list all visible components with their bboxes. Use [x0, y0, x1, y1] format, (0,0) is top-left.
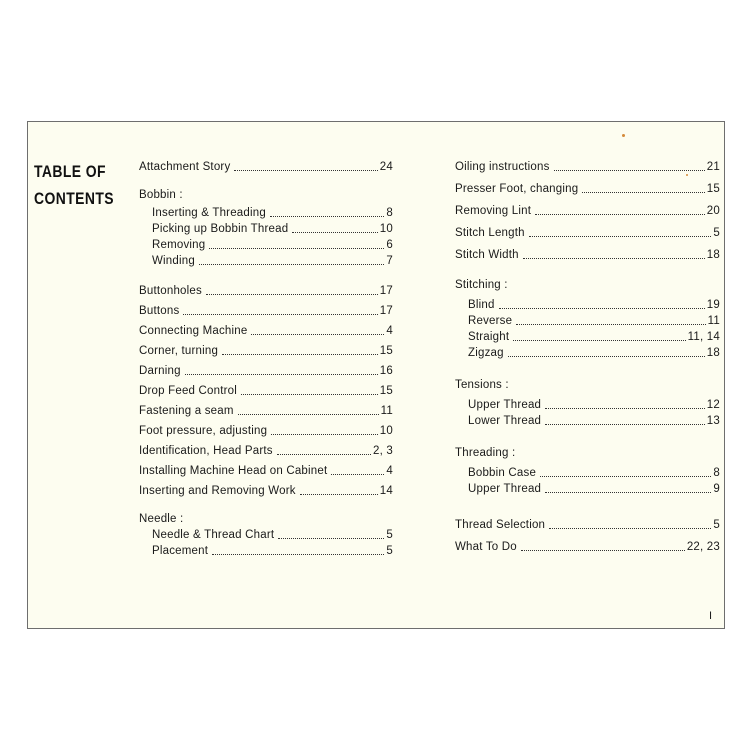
toc-entry[interactable]: [152, 204, 393, 220]
toc-entry-label: Inserting and Removing Work: [139, 485, 296, 497]
toc-entry[interactable]: [139, 302, 393, 318]
toc-entry[interactable]: [468, 412, 720, 428]
dot-leader: [271, 434, 378, 435]
toc-entry-label: Drop Feed Control: [139, 385, 237, 397]
toc-entry-page: 2, 3: [373, 445, 393, 457]
toc-entry[interactable]: [139, 442, 393, 458]
toc-entry[interactable]: [455, 202, 720, 218]
toc-entry-page: 15: [379, 385, 393, 397]
dot-leader: [277, 454, 371, 455]
toc-entry[interactable]: [139, 342, 393, 358]
dot-leader: [545, 492, 711, 493]
toc-entry[interactable]: [468, 480, 720, 496]
toc-entry-page: 4: [386, 465, 393, 477]
toc-entry-page: 6: [386, 239, 393, 251]
toc-entry-page: 14: [379, 485, 393, 497]
toc-entry[interactable]: [139, 422, 393, 438]
dot-leader: [251, 334, 384, 335]
dot-leader: [549, 528, 711, 529]
dot-leader: [521, 550, 685, 551]
toc-entry[interactable]: [468, 328, 720, 344]
toc-entry-label: Corner, turning: [139, 345, 219, 357]
toc-entry-label: Inserting & Threading: [152, 207, 266, 219]
dot-leader: [222, 354, 378, 355]
toc-entry-label: Thread Selection: [455, 519, 546, 531]
paper-speck: [622, 134, 625, 137]
dot-leader: [516, 324, 705, 325]
toc-entry-label: Placement: [152, 545, 209, 557]
paper-speck: [686, 174, 688, 176]
heading-line-1: TABLE OF: [34, 162, 106, 181]
toc-entry-page: 10: [379, 425, 393, 437]
toc-entry[interactable]: [455, 224, 720, 240]
section-group-title: Tensions :: [455, 379, 509, 391]
dot-leader: [523, 258, 705, 259]
dot-leader: [529, 236, 712, 237]
dot-leader: [582, 192, 704, 193]
toc-entry-page: 22, 23: [686, 541, 720, 553]
toc-entry[interactable]: [139, 282, 393, 298]
dot-leader: [499, 308, 705, 309]
toc-entry-page: 8: [386, 207, 393, 219]
toc-entry[interactable]: [455, 180, 720, 196]
toc-entry-label: Blind: [468, 299, 495, 311]
dot-leader: [241, 394, 378, 395]
dot-leader: [545, 424, 705, 425]
dot-leader: [199, 264, 384, 265]
toc-entry-label: Foot pressure, adjusting: [139, 425, 268, 437]
toc-entry-page: 24: [379, 161, 393, 173]
dot-leader: [183, 314, 377, 315]
toc-entry-label: Removing Lint: [455, 205, 532, 217]
toc-entry-label: Stitch Length: [455, 227, 525, 239]
dot-leader: [331, 474, 384, 475]
dot-leader: [540, 476, 711, 477]
toc-entry-page: 15: [379, 345, 393, 357]
toc-entry[interactable]: [139, 158, 393, 174]
toc-entry-page: 5: [713, 519, 720, 531]
toc-entry-label: Zigzag: [468, 347, 504, 359]
toc-entry-page: 17: [379, 305, 393, 317]
toc-entry[interactable]: [468, 312, 720, 328]
dot-leader: [209, 248, 384, 249]
dot-leader: [545, 408, 705, 409]
toc-entry-label: Oiling instructions: [455, 161, 550, 173]
toc-entry-label: Stitch Width: [455, 249, 519, 261]
toc-entry-page: 13: [706, 415, 720, 427]
dot-leader: [513, 340, 685, 341]
dot-leader: [234, 170, 377, 171]
toc-entry-page: 5: [713, 227, 720, 239]
section-group-title: Needle :: [139, 513, 184, 525]
toc-entry[interactable]: [468, 396, 720, 412]
toc-entry[interactable]: [152, 526, 393, 542]
dot-leader: [292, 232, 378, 233]
toc-entry-page: 15: [706, 183, 720, 195]
toc-entry-label: Bobbin Case: [468, 467, 537, 479]
toc-entry[interactable]: [152, 542, 393, 558]
dot-leader: [278, 538, 384, 539]
toc-entry[interactable]: [152, 252, 393, 268]
toc-entry[interactable]: [139, 362, 393, 378]
dot-leader: [185, 374, 378, 375]
toc-entry-label: Reverse: [468, 315, 513, 327]
toc-entry-page: 11: [380, 405, 393, 417]
toc-entry[interactable]: [152, 220, 393, 236]
toc-entry-label: Picking up Bobbin Thread: [152, 223, 289, 235]
toc-entry[interactable]: [468, 296, 720, 312]
toc-entry[interactable]: [455, 538, 720, 554]
dot-leader: [300, 494, 378, 495]
toc-entry-page: 9: [713, 483, 720, 495]
toc-entry[interactable]: [455, 246, 720, 262]
toc-entry-label: Lower Thread: [468, 415, 542, 427]
toc-entry-page: 19: [706, 299, 720, 311]
page-number: I: [708, 610, 712, 622]
toc-entry-page: 17: [379, 285, 393, 297]
contents-page: [27, 121, 725, 629]
toc-entry-label: Installing Machine Head on Cabinet: [139, 465, 328, 477]
toc-entry-label: Upper Thread: [468, 399, 542, 411]
toc-entry-page: 7: [386, 255, 393, 267]
toc-entry-label: Identification, Head Parts: [139, 445, 273, 457]
dot-leader: [535, 214, 705, 215]
dot-leader: [270, 216, 384, 217]
dot-leader: [212, 554, 384, 555]
toc-entry[interactable]: [139, 322, 393, 338]
toc-entry-page: 18: [706, 347, 720, 359]
toc-entry-label: Fastening a seam: [139, 405, 234, 417]
toc-entry-label: Upper Thread: [468, 483, 542, 495]
toc-entry-label: What To Do: [455, 541, 517, 553]
toc-entry[interactable]: [152, 236, 393, 252]
toc-entry-page: 5: [386, 529, 393, 541]
toc-entry[interactable]: [455, 516, 720, 532]
toc-entry-label: Removing: [152, 239, 206, 251]
toc-entry-label: Needle & Thread Chart: [152, 529, 275, 541]
toc-entry-label: Attachment Story: [139, 161, 231, 173]
toc-entry-label: Buttonholes: [139, 285, 202, 297]
toc-entry-label: Winding: [152, 255, 195, 267]
toc-entry-page: 8: [713, 467, 720, 479]
toc-entry[interactable]: [468, 464, 720, 480]
toc-entry-page: 10: [379, 223, 393, 235]
toc-entry-page: 12: [706, 399, 720, 411]
toc-entry-label: Presser Foot, changing: [455, 183, 579, 195]
page-heading: [34, 158, 116, 212]
toc-entry-page: 21: [706, 161, 720, 173]
toc-entry-label: Darning: [139, 365, 181, 377]
toc-entry-page: 11, 14: [687, 331, 720, 343]
toc-entry-page: 5: [386, 545, 393, 557]
toc-entry-page: 16: [379, 365, 393, 377]
toc-entry[interactable]: [468, 344, 720, 360]
toc-entry-page: 18: [706, 249, 720, 261]
section-group-title: Bobbin :: [139, 189, 183, 201]
toc-entry-label: Connecting Machine: [139, 325, 248, 337]
toc-entry[interactable]: [455, 158, 720, 174]
toc-entry-label: Buttons: [139, 305, 180, 317]
dot-leader: [238, 414, 379, 415]
toc-entry[interactable]: [139, 462, 393, 478]
toc-entry[interactable]: [139, 382, 393, 398]
heading-line-2: CONTENTS: [34, 189, 114, 208]
toc-entry[interactable]: [139, 402, 393, 418]
toc-entry-page: 11: [707, 315, 720, 327]
dot-leader: [508, 356, 705, 357]
dot-leader: [554, 170, 705, 171]
section-group-title: Threading :: [455, 447, 516, 459]
toc-entry-page: 4: [386, 325, 393, 337]
toc-entry-label: Straight: [468, 331, 510, 343]
toc-entry-page: 20: [706, 205, 720, 217]
section-group-title: Stitching :: [455, 279, 508, 291]
dot-leader: [206, 294, 378, 295]
toc-entry[interactable]: [139, 482, 393, 498]
